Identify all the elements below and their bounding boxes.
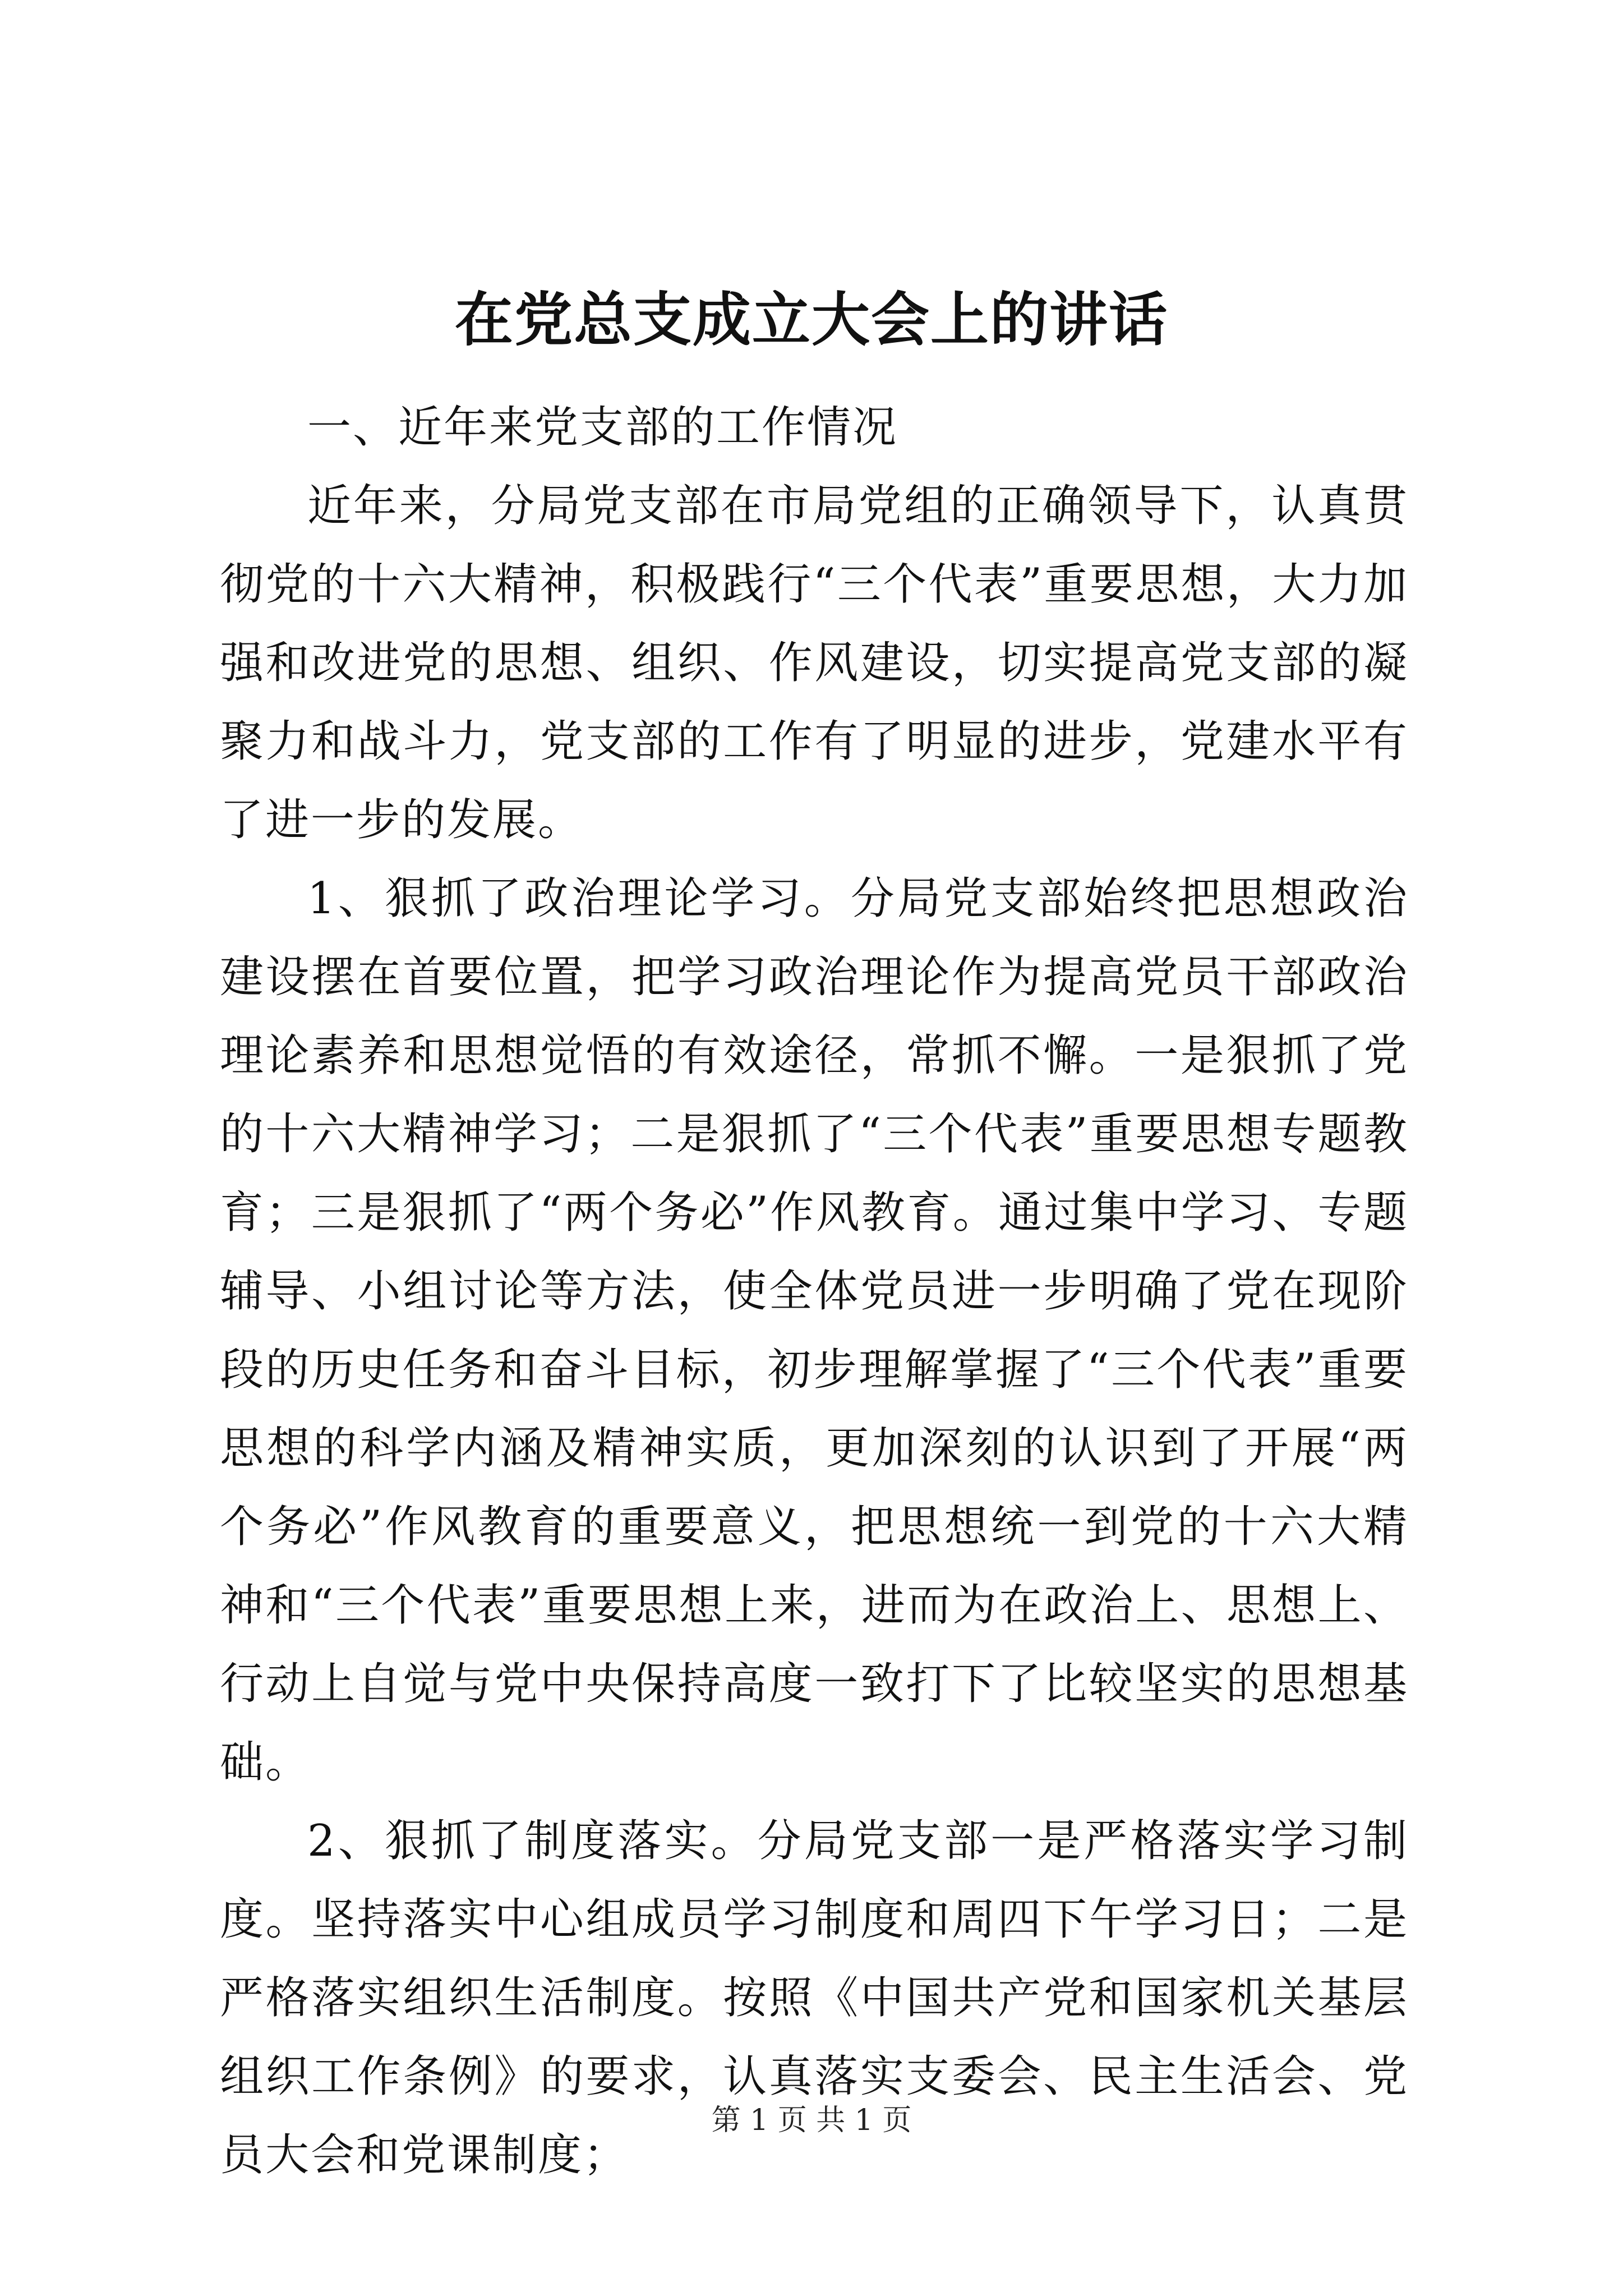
document-title: 在党总支成立大会上的讲话 [454, 285, 1168, 354]
document-body [220, 388, 1409, 2194]
paragraph: 1、狠抓了政治理论学习。分局党支部始终把思想政治建设摆在首要位置，把学习政治理论作为提高党员干部政治理论素养和思想觉悟的有效途径，常抓不懈。一是狠抓了党的十六大精神学习；二是狠抓了“三个代表”重要思想专题教育；三是狠抓了“两个务必”作风教育。通过集中学习、专题辅导、小组讨论等方法，使全体党员进一步明确了党在现阶段的历史任务和奋斗目标，初步理解掌握了“三个代表”重要思想的科学内涵及精神实质，更加深刻的认识到了开展“两个务必”作风教育的重要意义，把思想统一到党的十六大精神和“三个代表”重要思想上来，进而为在政治上、思想上、行动上自觉与党中央保持高度一致打下了比较坚实的思想基础。 [220, 873, 1409, 1788]
paragraph: 近年来，分局党支部在市局党组的正确领导下，认真贯彻党的十六大精神，积极践行“三个代表”重要思想，大力加强和改进党的思想、组织、作风建设，切实提高党支部的凝聚力和战斗力，党支部的工作有了明显的进步，党建水平有了进一步的发展。 [220, 481, 1409, 845]
page-footer: 第 1 页 共 1 页 [711, 2104, 912, 2137]
paragraph: 2、狠抓了制度落实。分局党支部一是严格落实学习制度。坚持落实中心组成员学习制度和周四下午学习日；二是严格落实组织生活制度。按照《中国共产党和国家机关基层组织工作条例》的要求，认真落实支委会、民主生活会、党员大会和党课制度； [220, 1816, 1409, 2180]
section-heading: 一、近年来党支部的工作情况 [307, 402, 898, 453]
